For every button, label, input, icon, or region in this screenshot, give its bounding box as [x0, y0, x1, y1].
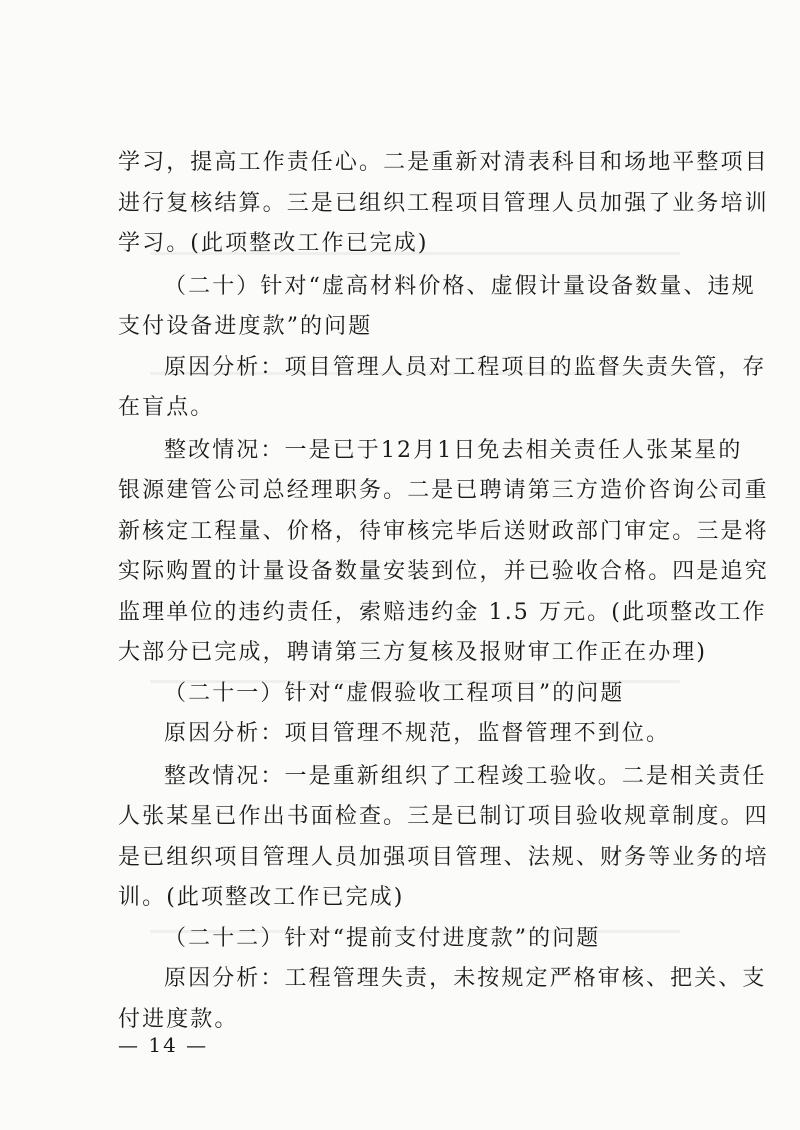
paragraph-line: 学习，提高工作责任心。二是重新对清表科目和场地平整项目: [118, 150, 769, 175]
paragraph-line: 付进度款。: [118, 1006, 239, 1032]
rectification-status: 整改情况：一是重新组织了工程竣工验收。二是相关责任: [164, 763, 767, 789]
paragraph-line: 监理单位的违约责任，索赔违约金 1.5 万元。(此项整改工作: [118, 599, 767, 625]
section-heading-21: （二十一）针对“虚假验收工程项目”的问题: [164, 680, 625, 706]
paragraph-line: 大部分已完成，聘请第三方复核及报财审工作正在办理): [118, 640, 708, 665]
cause-analysis: 原因分析：项目管理不规范，监督管理不到位。: [164, 721, 671, 746]
page-number: — 14 —: [118, 1033, 209, 1057]
paragraph-line: 学习。(此项整改工作已完成): [118, 231, 429, 256]
paragraph-line: 进行复核结算。三是已组织工程项目管理人员加强了业务培训: [118, 190, 769, 216]
paragraph-line: 新核定工程量、价格，待审核完毕后送财政部门审定。三是将: [118, 518, 769, 544]
paragraph-line: 训。(此项整改工作已完成): [118, 885, 405, 910]
paragraph-line: 人张某星已作出书面检查。三是已制订项目验收规章制度。四: [118, 804, 769, 829]
paragraph-line: 是已组织项目管理人员加强项目管理、法规、财务等业务的培: [118, 844, 769, 870]
document-body: [118, 143, 769, 1040]
section-heading-20: （二十）针对“虚高材料价格、虚假计量设备数量、违规: [164, 273, 756, 299]
section-heading-22: （二十二）针对“提前支付进度款”的问题: [164, 925, 601, 951]
cause-analysis: 原因分析：项目管理人员对工程项目的监督失责失管，存: [164, 354, 767, 380]
paragraph-line: 银源建管公司总经理职务。二是已聘请第三方造价咨询公司重: [118, 478, 769, 503]
paragraph-line: 在盲点。: [118, 395, 215, 420]
cause-analysis: 原因分析：工程管理失责，未按规定严格审核、把关、支: [164, 966, 767, 991]
paragraph-line: 实际购置的计量设备数量安装到位，并已验收合格。四是追究: [118, 559, 769, 584]
rectification-status: 整改情况：一是已于12月1日免去相关责任人张某星的: [164, 437, 743, 463]
section-heading-20-cont: 支付设备进度款”的问题: [118, 314, 373, 339]
